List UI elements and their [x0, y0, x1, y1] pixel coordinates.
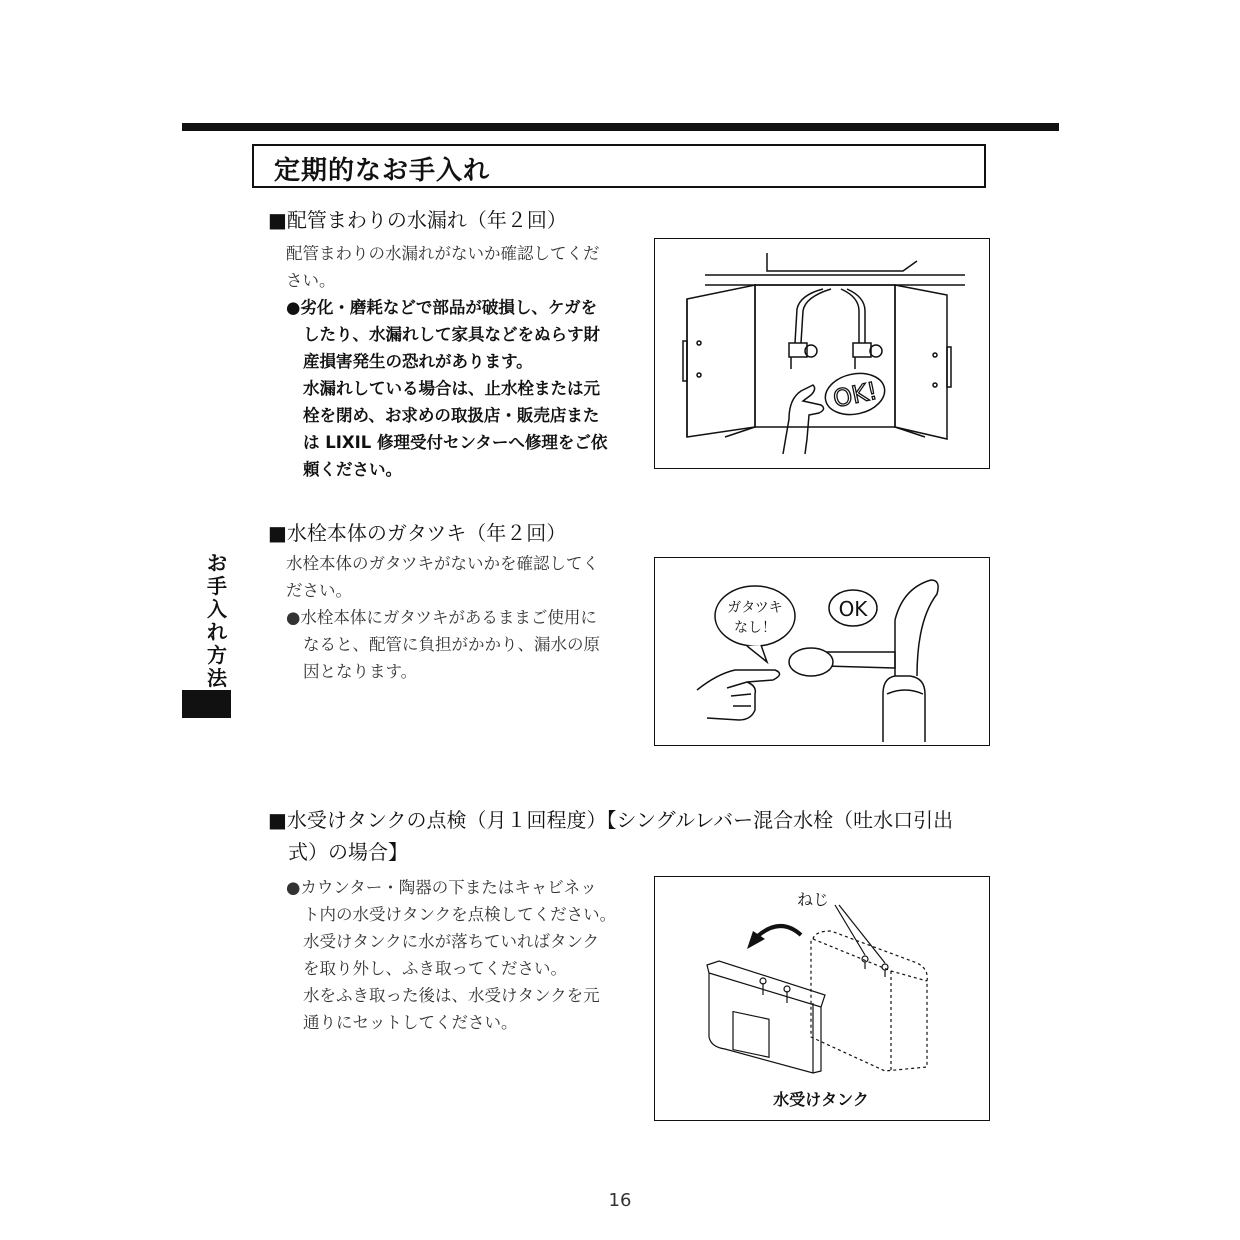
section3-body-5: 水をふき取った後は、水受けタンクを元 — [303, 986, 600, 1005]
figure-cabinet-pipes — [654, 238, 990, 469]
section1-warning-3: 産損害発生の恐れがあります。 — [303, 352, 533, 371]
page-title: 定期的なお手入れ — [274, 156, 491, 186]
tank-label: 水受けタンク — [773, 1090, 869, 1109]
section1-heading: ■配管まわりの水漏れ（年２回） — [268, 208, 567, 232]
section1-instruction-3: は LIXIL 修理受付センターへ修理をご依 — [303, 433, 608, 452]
faucet-illustration — [655, 558, 988, 744]
section1-warning-1: ●劣化・磨耗などで部品が破損し、ケガを — [286, 298, 598, 317]
page-title-box — [252, 144, 986, 188]
section3-heading-line1: ■水受けタンクの点検（月１回程度）【シングルレバー混合水栓（吐水口引出 — [268, 808, 954, 832]
section2-warning-3: 因となります。 — [303, 662, 418, 681]
section3-text — [286, 874, 646, 1036]
ok-exclaim-label: OK! — [830, 376, 880, 414]
bubble-text-line1: ガタツキ — [727, 600, 783, 616]
section3-heading-line2: 式）の場合】 — [288, 840, 408, 864]
section1-text — [286, 240, 631, 483]
screw-label: ねじ — [796, 890, 830, 909]
section3-body-6: 通りにセットしてください。 — [303, 1013, 518, 1032]
section3-body-4: を取り外し、ふき取ってください。 — [303, 959, 567, 978]
figure-faucet-check — [654, 557, 990, 746]
section3-body-1: ●カウンター・陶器の下またはキャビネッ — [286, 878, 597, 897]
side-tab-char-5: 方 — [207, 643, 227, 667]
side-tab-char-3: 入 — [207, 597, 227, 621]
side-tab-char-2: 手 — [207, 574, 227, 598]
ok-label: OK — [838, 597, 868, 621]
section2-warning-2: なると、配管に負担がかかり、漏水の原 — [303, 635, 600, 654]
section3-body-3: 水受けタンクに水が落ちていればタンク — [303, 932, 600, 951]
top-rule — [182, 123, 1059, 131]
page-number: 16 — [608, 1190, 632, 1211]
section1-instruction-1: 水漏れしている場合は、止水栓または元 — [303, 379, 600, 398]
section2-heading: ■水栓本体のガタツキ（年２回） — [268, 521, 567, 545]
figure-water-tank — [654, 876, 990, 1121]
section1-intro-2: さい。 — [286, 271, 336, 290]
side-tab-char-1: お — [207, 551, 227, 575]
section2-intro-2: ださい。 — [286, 581, 352, 600]
section2-warning-1: ●水栓本体にガタツキがあるままご使用に — [286, 608, 597, 627]
section1-warning-2: したり、水漏れして家具などをぬらす財 — [303, 325, 600, 344]
section1-instruction-2: 栓を閉め、お求めの取扱店・販売店また — [303, 406, 600, 425]
tank-illustration — [655, 877, 988, 1119]
section1-intro-1: 配管まわりの水漏れがないか確認してくだ — [286, 244, 600, 263]
side-tab-label — [205, 552, 229, 690]
section3-body-2: ト内の水受けタンクを点検してください。 — [303, 905, 617, 924]
side-tab-marker — [182, 690, 231, 718]
cabinet-illustration — [655, 239, 988, 467]
section2-text — [286, 550, 631, 685]
side-tab-char-6: 法 — [207, 666, 227, 690]
section2-intro-1: 水栓本体のガタツキがないかを確認してく — [286, 554, 600, 573]
bubble-text-line2: なし！ — [734, 620, 776, 636]
section1-instruction-4: 頼ください。 — [303, 460, 402, 479]
side-tab-char-4: れ — [207, 620, 227, 644]
